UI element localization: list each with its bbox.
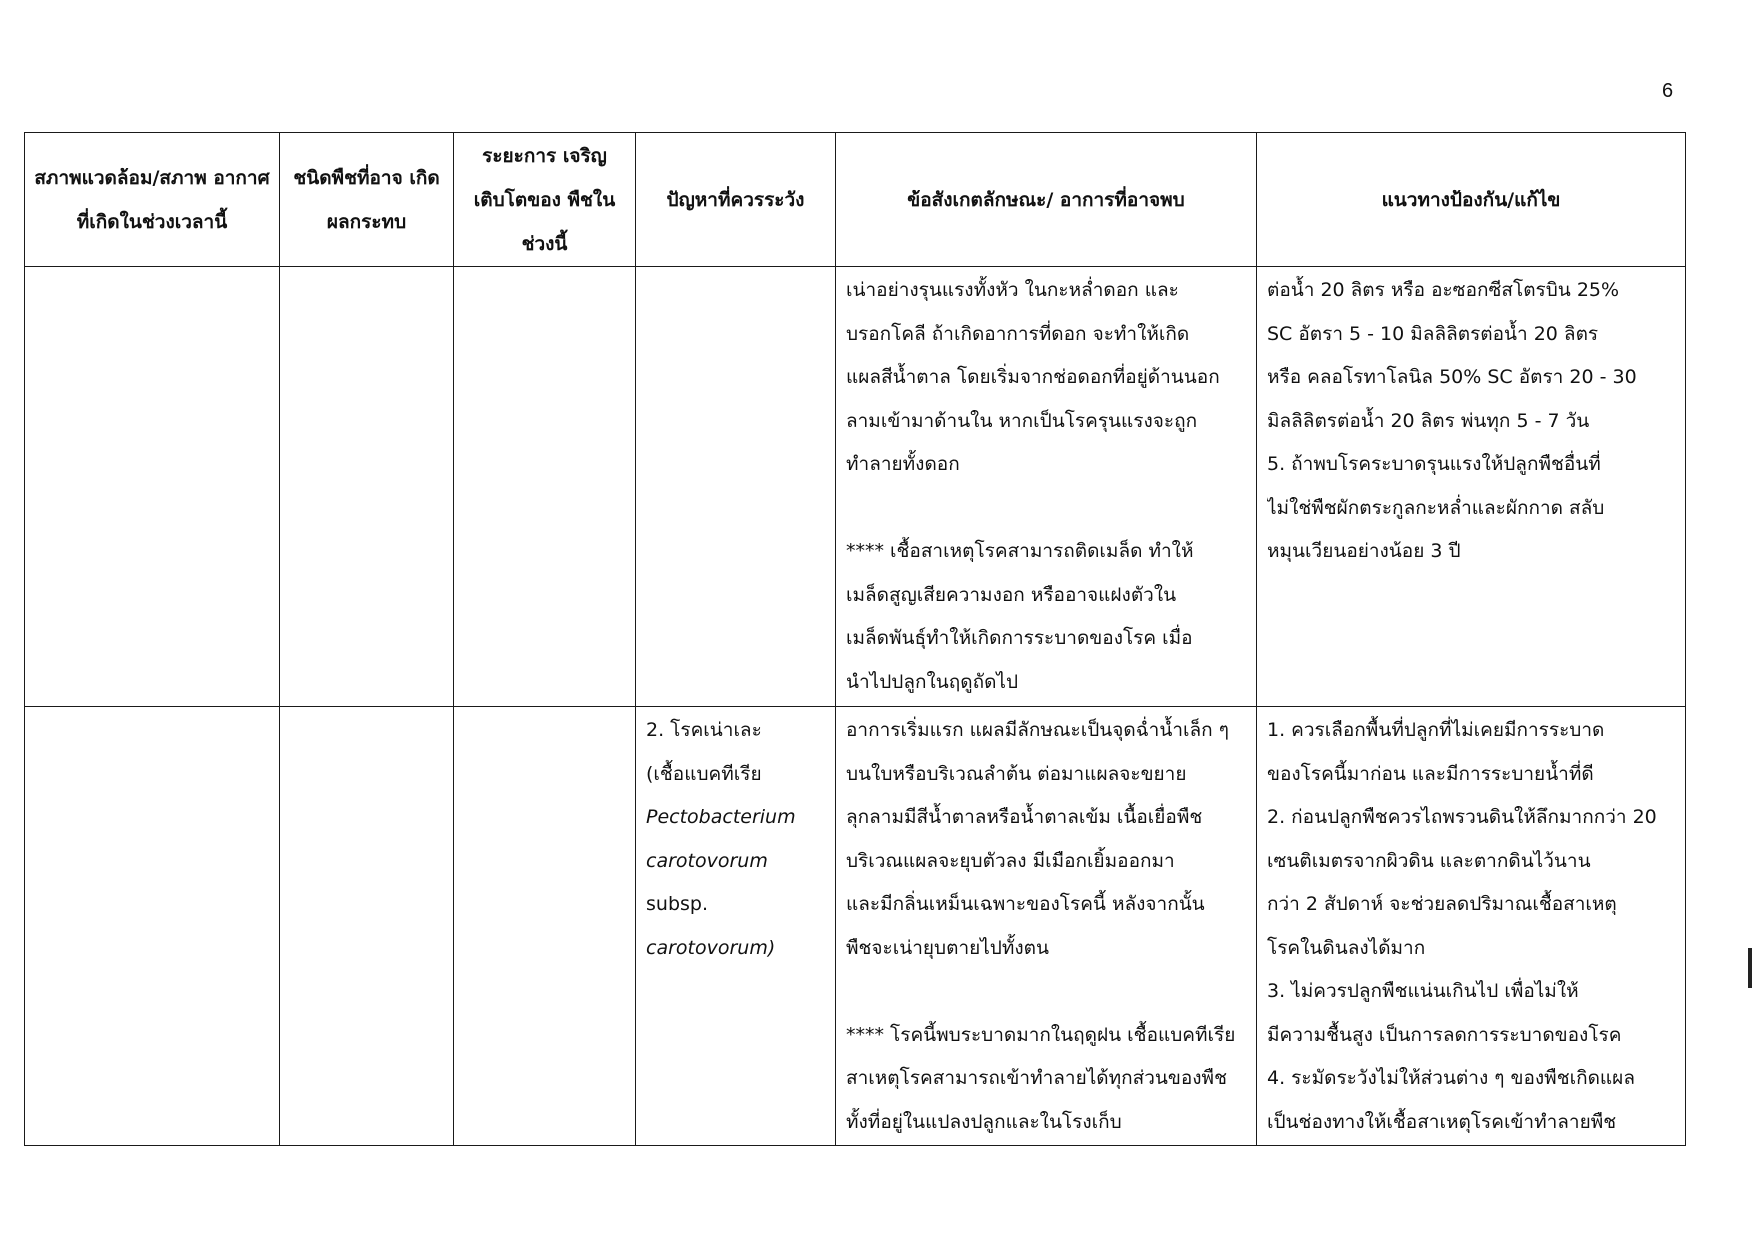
page-number: 6: [1662, 80, 1674, 102]
symptom-note-line: **** เชื้อสาเหตุโรคสามารถติดเมล็ด ทำให้: [846, 540, 1194, 562]
prevention-line: โรคในดินลงได้มาก: [1267, 936, 1426, 959]
growth-stage-cell: [454, 707, 636, 1146]
prevention-line: 5. ถ้าพบโรคระบาดรุนแรงให้ปลูกพืชอื่นที่: [1267, 453, 1601, 475]
symptom-note-line: **** โรคนี้พบระบาดมากในฤดูฝน เชื้อแบคทีเรีย: [846, 1023, 1236, 1046]
symptoms-cell: [836, 707, 1257, 1146]
symptom-line: แผลสีน้ำตาล โดยเริ่มจากช่อดอกที่อยู่ด้านนอก: [846, 366, 1220, 388]
symptom-note-line: เมล็ดพันธุ์ทำให้เกิดการระบาดของโรค เมื่อ: [846, 627, 1193, 649]
problem-title: 2. โรคเน่าเละ: [646, 719, 762, 741]
prevention-line: SC อัตรา 5 - 10 มิลลิลิตรต่อน้ำ 20 ลิตร: [1267, 322, 1599, 345]
advisory-table: [24, 132, 1686, 1146]
header-environment: สภาพแวดล้อม/สภาพ อากาศที่เกิดในช่วงเวลานี้: [25, 133, 280, 267]
pathogen-species: carotovorum: [646, 849, 768, 872]
symptom-line: เน่าอย่างรุนแรงทั้งหัว ในกะหล่ำดอก และ: [846, 279, 1179, 301]
prevention-line: เป็นช่องทางให้เชื้อสาเหตุโรคเข้าทำลายพืช: [1267, 1110, 1617, 1133]
affected-crop-cell: [280, 707, 454, 1146]
header-prevention: แนวทางป้องกัน/แก้ไข: [1257, 133, 1686, 267]
symptom-line: บรอกโคลี ถ้าเกิดอาการที่ดอก จะทำให้เกิด: [846, 322, 1190, 345]
blank-line: [846, 487, 1246, 531]
blank-line: [846, 970, 1246, 1014]
prevention-line: ของโรคนี้มาก่อน และมีการระบายน้ำที่ดี: [1267, 762, 1594, 785]
header-affected-crop: ชนิดพืชที่อาจ เกิดผลกระทบ: [280, 133, 454, 267]
symptom-line: บริเวณแผลจะยุบตัวลง มีเมือกเยิ้มออกมา: [846, 849, 1175, 872]
pathogen-subspecies: carotovorum): [646, 936, 776, 959]
pathogen-genus: Pectobacterium: [646, 806, 796, 828]
pathogen-line: (เชื้อแบคทีเรีย: [646, 762, 762, 785]
symptom-line: และมีกลิ่นเหม็นเฉพาะของโรคนี้ หลังจากนั้น: [846, 893, 1205, 915]
environment-cell: [25, 267, 280, 707]
symptom-note-line: เมล็ดสูญเสียความงอก หรืออาจแฝงตัวใน: [846, 583, 1177, 606]
symptom-line: บนใบหรือบริเวณลำต้น ต่อมาแผลจะขยาย: [846, 762, 1187, 785]
header-growth-stage: ระยะการ เจริญเติบโตของ พืชในช่วงนี้: [454, 133, 636, 267]
prevention-line: 2. ก่อนปลูกพืชควรไถพรวนดินให้ลึกมากกว่า 20: [1267, 806, 1657, 828]
symptom-line: อาการเริ่มแรก แผลมีลักษณะเป็นจุดฉ่ำน้ำเล็ก ๆ: [846, 719, 1229, 741]
pathogen-rank: subsp.: [646, 893, 709, 915]
prevention-cell: [1257, 707, 1686, 1146]
prevention-line: 4. ระมัดระวังไม่ให้ส่วนต่าง ๆ ของพืชเกิดแผล: [1267, 1067, 1635, 1089]
symptom-note-line: นำไปปลูกในฤดูถัดไป: [846, 670, 1019, 693]
growth-stage-cell: [454, 267, 636, 707]
symptom-line: ลุกลามมีสีน้ำตาลหรือน้ำตาลเข้ม เนื้อเยื่อพืช: [846, 806, 1203, 828]
symptom-line: พืชจะเน่ายุบตายไปทั้งตน: [846, 936, 1049, 959]
scan-mark: [1748, 948, 1752, 988]
prevention-line: เซนติเมตรจากผิวดิน และตากดินไว้นาน: [1267, 849, 1591, 872]
prevention-cell: [1257, 267, 1686, 707]
symptom-line: ลามเข้ามาด้านใน หากเป็นโรครุนแรงจะถูก: [846, 409, 1198, 432]
prevention-line: 3. ไม่ควรปลูกพืชแน่นเกินไป เพื่อไม่ให้: [1267, 980, 1579, 1002]
symptoms-cell: [836, 267, 1257, 707]
prevention-line: มิลลิลิตรต่อน้ำ 20 ลิตร พ่นทุก 5 - 7 วัน: [1267, 409, 1590, 432]
prevention-line: ต่อน้ำ 20 ลิตร หรือ อะซอกซีสโตรบิน 25%: [1267, 279, 1620, 301]
header-symptoms: ข้อสังเกตลักษณะ/ อาการที่อาจพบ: [836, 133, 1257, 267]
affected-crop-cell: [280, 267, 454, 707]
prevention-line: หมุนเวียนอย่างน้อย 3 ปี: [1267, 540, 1461, 562]
symptom-line: ทำลายทั้งดอก: [846, 453, 960, 475]
table-row: [25, 707, 1686, 1146]
header-problem: ปัญหาที่ควรระวัง: [636, 133, 836, 267]
problem-cell: [636, 267, 836, 707]
prevention-line: หรือ คลอโรทาโลนิล 50% SC อัตรา 20 - 30: [1267, 366, 1637, 388]
problem-cell: [636, 707, 836, 1146]
table-header-row: [25, 133, 1686, 267]
symptom-note-line: สาเหตุโรคสามารถเข้าทำลายได้ทุกส่วนของพืช: [846, 1067, 1227, 1089]
symptom-note-line: ทั้งที่อยู่ในแปลงปลูกและในโรงเก็บ: [846, 1110, 1122, 1133]
prevention-line: กว่า 2 สัปดาห์ จะช่วยลดปริมาณเชื้อสาเหตุ: [1267, 893, 1617, 915]
prevention-line: 1. ควรเลือกพื้นที่ปลูกที่ไม่เคยมีการระบาด: [1267, 719, 1605, 741]
prevention-line: มีความชื้นสูง เป็นการลดการระบาดของโรค: [1267, 1023, 1622, 1046]
environment-cell: [25, 707, 280, 1146]
table-row: [25, 267, 1686, 707]
prevention-line: ไม่ใช่พืชผักตระกูลกะหล่ำและผักกาด สลับ: [1267, 496, 1605, 519]
